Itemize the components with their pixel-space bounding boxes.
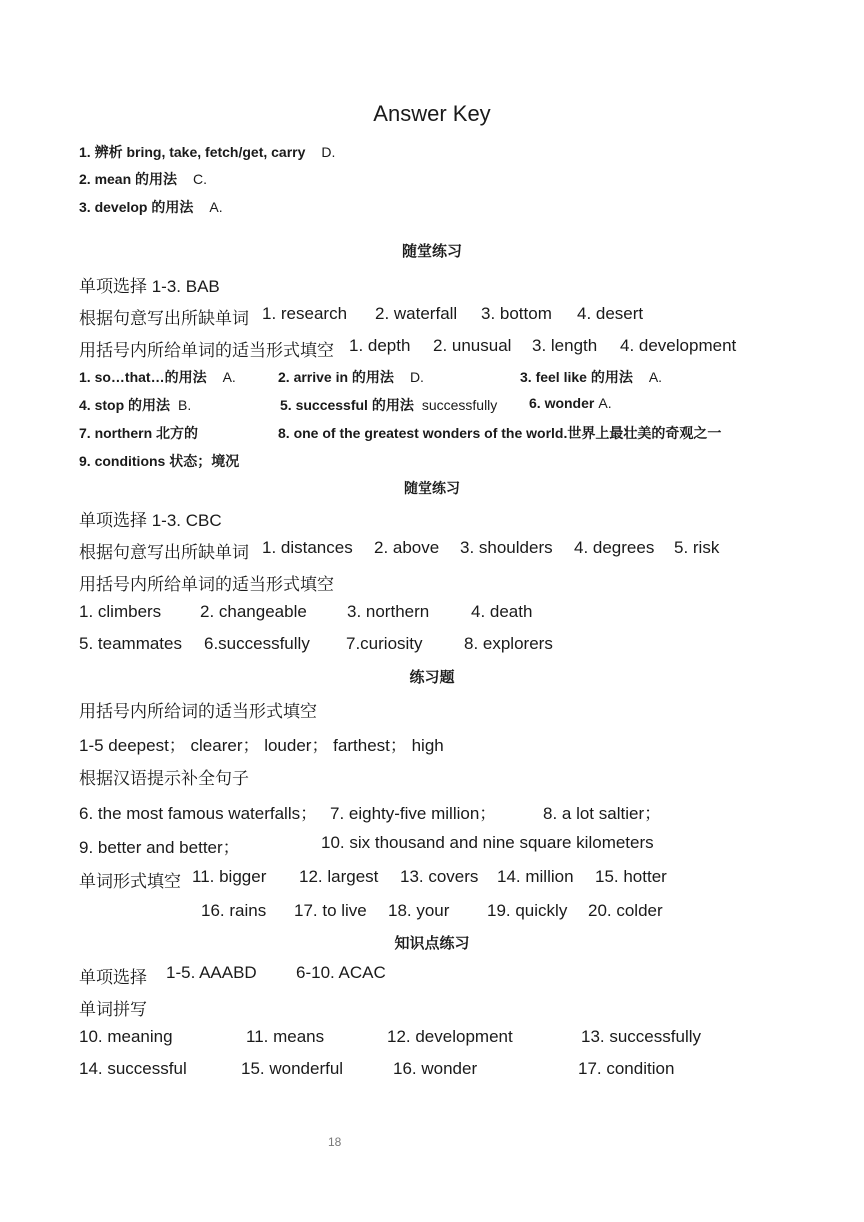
usage-item-8: 8. one of the greatest wonders of the world.世界上最壮美的奇观之一	[278, 425, 722, 441]
section-heading-1: 随堂练习	[401, 243, 462, 260]
s3-word-form-answer: 19. quickly	[487, 901, 568, 920]
section-heading-2: 随堂练习	[404, 480, 460, 496]
s2-fill-answer: 3. shoulders	[460, 538, 553, 557]
s2-fill-label: 根据句意写出所缺单词	[79, 543, 249, 562]
usage-item: 4. stop 的用法 B.	[79, 397, 192, 413]
s3-word-form-answer: 18. your	[388, 901, 450, 920]
s4-spelling-label: 单词拼写	[79, 1000, 147, 1019]
s4-spelling-answer: 10. meaning	[79, 1027, 173, 1046]
usage-item-7: 7. northern 北方的	[79, 425, 199, 441]
usage-item: 1. so…that…的用法 A.	[79, 369, 236, 385]
s4-spelling-answer: 15. wonderful	[241, 1059, 344, 1078]
s3-word-form-answer: 16. rains	[201, 901, 267, 920]
s3-sentence-answer: 6. the most famous waterfalls；	[79, 804, 318, 823]
usage-item-9: 9. conditions 状态；境况	[79, 453, 240, 469]
s1-form-answer: 1. depth	[349, 336, 411, 355]
s3-form-label: 用括号内所给词的适当形式填空	[79, 702, 317, 721]
s3-word-form-answer: 13. covers	[400, 867, 479, 886]
s3-word-form-label: 单词形式填空	[79, 872, 181, 891]
s3-form-answers: 1-5 deepest； clearer； louder； farthest； high	[79, 736, 444, 755]
s1-fill-answer: 3. bottom	[481, 304, 552, 323]
page-number: 18	[328, 1135, 342, 1149]
s3-sentence-answer: 8. a lot saltier；	[543, 804, 662, 823]
s2-form-label: 用括号内所给单词的适当形式填空	[79, 575, 334, 594]
s3-sentence-answer: 9. better and better；	[79, 838, 240, 857]
s2-form-answer: 5. teammates	[79, 634, 182, 653]
s3-word-form-answer: 12. largest	[299, 867, 379, 886]
s1-form-answer: 2. unusual	[433, 336, 512, 355]
s3-sentence-answer: 7. eighty-five million；	[330, 804, 497, 823]
intro-item-1: 1. 辨析 bring, take, fetch/get, carry D.	[79, 144, 336, 160]
section-heading-4: 知识点练习	[394, 935, 470, 952]
s2-multiple-choice: 单项选择 1-3. CBC	[79, 511, 222, 530]
s1-form-label: 用括号内所给单词的适当形式填空	[79, 341, 334, 360]
s2-fill-answer: 2. above	[374, 538, 440, 557]
usage-item: 5. successful 的用法 successfully	[280, 397, 498, 413]
s1-fill-answer: 4. desert	[577, 304, 644, 323]
s1-fill-answer: 2. waterfall	[375, 304, 458, 323]
s2-fill-answer: 4. degrees	[574, 538, 655, 557]
s2-fill-answer: 5. risk	[674, 538, 720, 557]
s2-form-answer: 3. northern	[347, 602, 430, 621]
s2-form-answer: 7.curiosity	[346, 634, 423, 653]
s1-form-answer: 4. development	[620, 336, 737, 355]
s3-word-form-answer: 15. hotter	[595, 867, 667, 886]
s4-spelling-answer: 13. successfully	[581, 1027, 701, 1046]
s4-spelling-answer: 11. means	[246, 1027, 325, 1046]
usage-item: 3. feel like 的用法 A.	[520, 369, 663, 385]
s4-mc-label: 单项选择	[79, 968, 147, 987]
s2-form-answer: 6.successfully	[204, 634, 310, 653]
s1-multiple-choice: 单项选择 1-3. BAB	[79, 277, 220, 296]
s4-mc-answer: 1-5. AAABD	[166, 963, 257, 982]
intro-item-3: 3. develop 的用法 A.	[79, 199, 223, 215]
s2-form-answer: 1. climbers	[79, 602, 162, 621]
page-title: Answer Key	[373, 101, 491, 126]
s3-word-form-answer: 11. bigger	[192, 867, 267, 886]
s4-spelling-answer: 16. wonder	[393, 1059, 478, 1078]
intro-item-2: 2. mean 的用法 C.	[79, 171, 208, 187]
usage-item: 6. wonder A.	[529, 395, 612, 411]
usage-item: 2. arrive in 的用法 D.	[278, 369, 424, 385]
s2-form-answer: 8. explorers	[464, 634, 553, 653]
s4-spelling-answer: 14. successful	[79, 1059, 187, 1078]
s2-form-answer: 2. changeable	[200, 602, 307, 621]
s3-sentence-answer: 10. six thousand and nine square kilometers	[321, 833, 654, 852]
s4-spelling-answer: 17. condition	[578, 1059, 675, 1078]
s4-spelling-answer: 12. development	[387, 1027, 513, 1046]
s1-form-answer: 3. length	[532, 336, 598, 355]
s2-form-answer: 4. death	[471, 602, 533, 621]
s2-fill-answer: 1. distances	[262, 538, 353, 557]
s4-mc-answer: 6-10. ACAC	[296, 963, 386, 982]
section-heading-3: 练习题	[409, 669, 455, 686]
s3-translate-label: 根据汉语提示补全句子	[79, 769, 249, 788]
s1-fill-answer: 1. research	[262, 304, 348, 323]
s3-word-form-answer: 20. colder	[588, 901, 663, 920]
s3-word-form-answer: 17. to live	[294, 901, 367, 920]
s1-fill-label: 根据句意写出所缺单词	[79, 309, 249, 328]
s3-word-form-answer: 14. million	[497, 867, 574, 886]
